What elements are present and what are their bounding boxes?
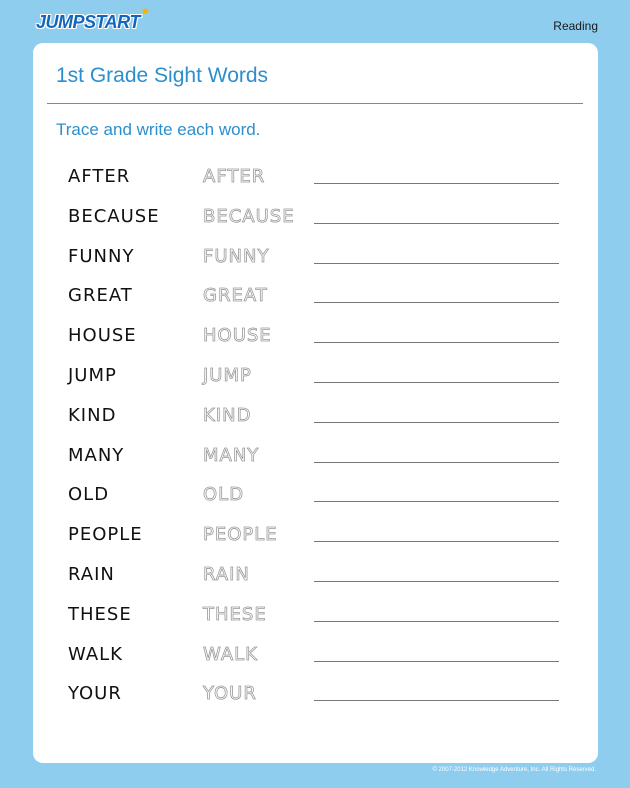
writing-line xyxy=(314,422,559,423)
word-row xyxy=(33,678,598,718)
word-row xyxy=(33,201,598,241)
sight-word: YOUR xyxy=(68,683,122,705)
sight-word: AFTER xyxy=(68,166,131,187)
writing-line xyxy=(314,183,559,184)
writing-line xyxy=(314,661,559,662)
worksheet-title: 1st Grade Sight Words xyxy=(56,64,269,87)
sight-word: HOUSE xyxy=(68,325,137,347)
copyright-notice: © 2007-2012 Knowledge Adventure, Inc. All Rights Reserved. xyxy=(432,767,596,773)
sight-word: THESE xyxy=(68,603,132,625)
word-row xyxy=(33,479,598,519)
word-row xyxy=(33,161,598,201)
writing-line xyxy=(314,501,559,502)
trace-word: JUMP xyxy=(203,364,252,386)
trace-word: HOUSE xyxy=(203,325,272,347)
trace-word: RAIN xyxy=(203,563,250,585)
title-divider xyxy=(47,103,583,104)
writing-line xyxy=(314,302,559,303)
sight-word: FUNNY xyxy=(68,245,135,267)
writing-line xyxy=(314,621,559,622)
word-row xyxy=(33,639,598,679)
jumpstart-logo xyxy=(36,6,149,33)
word-row xyxy=(33,519,598,559)
trace-word: OLD xyxy=(203,484,245,506)
writing-line xyxy=(314,581,559,582)
writing-line xyxy=(314,700,559,701)
word-row xyxy=(33,280,598,320)
sight-word: OLD xyxy=(68,484,110,506)
writing-line xyxy=(314,462,559,463)
trace-word: MANY xyxy=(203,444,260,466)
sight-word: RAIN xyxy=(68,563,115,585)
sight-word: WALK xyxy=(68,643,123,665)
word-row xyxy=(33,440,598,480)
word-row xyxy=(33,320,598,360)
trace-word: THESE xyxy=(203,603,267,625)
writing-line xyxy=(314,223,559,224)
trace-word: WALK xyxy=(203,643,258,665)
word-row xyxy=(33,559,598,599)
word-row xyxy=(33,400,598,440)
sight-word: PEOPLE xyxy=(68,524,143,546)
writing-line xyxy=(314,541,559,542)
trace-word: PEOPLE xyxy=(203,524,278,546)
logo-text: JUMPSTART xyxy=(36,12,140,32)
instructions-text: Trace and write each word. xyxy=(56,120,261,139)
writing-line xyxy=(314,263,559,264)
word-list xyxy=(33,161,598,718)
trace-word: YOUR xyxy=(203,683,257,705)
star-icon: ★ xyxy=(141,6,149,16)
writing-line xyxy=(314,382,559,383)
trace-word: FUNNY xyxy=(203,245,270,267)
word-row xyxy=(33,599,598,639)
category-label: Reading xyxy=(553,19,598,33)
worksheet-card xyxy=(33,43,598,763)
trace-word: AFTER xyxy=(203,166,266,187)
writing-line xyxy=(314,342,559,343)
trace-word: BECAUSE xyxy=(203,205,295,227)
sight-word: GREAT xyxy=(68,285,133,307)
trace-word: KIND xyxy=(203,404,252,426)
sight-word: KIND xyxy=(68,404,117,426)
trace-word: GREAT xyxy=(203,285,268,307)
sight-word: JUMP xyxy=(68,364,117,386)
sight-word: BECAUSE xyxy=(68,205,160,227)
word-row xyxy=(33,360,598,400)
sight-word: MANY xyxy=(68,444,125,466)
word-row xyxy=(33,241,598,281)
